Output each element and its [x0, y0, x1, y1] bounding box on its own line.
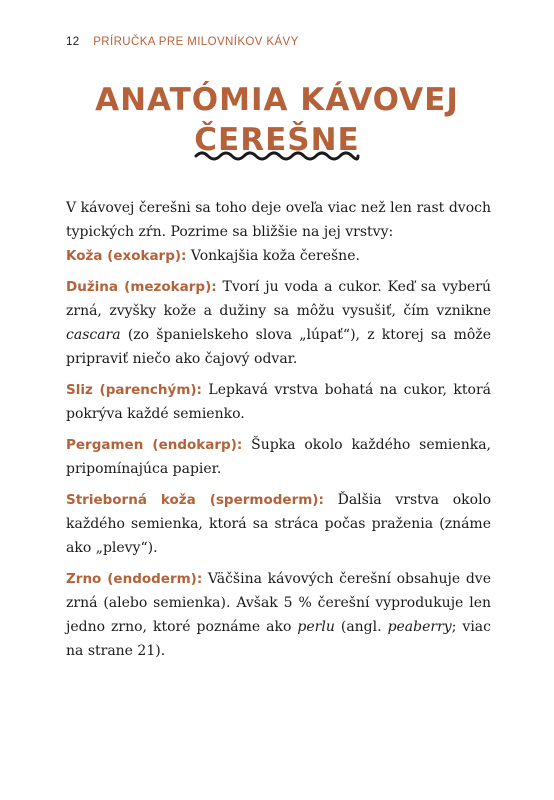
layer-description: Ďalšia vrstva okolo každého semienka, ktorá sa stráca počas praženia (známe ako „plevy“).	[66, 492, 491, 556]
layer-term: Pergamen (endokarp):	[66, 437, 243, 453]
italic-term: cascara	[66, 327, 121, 343]
layer-term: Koža (exokarp):	[66, 248, 187, 264]
body-text	[66, 196, 491, 670]
italic-term: peaberry	[387, 619, 452, 635]
heading-line-2: ČEREŠNE	[194, 122, 360, 158]
layer-term: Sliz (parenchým):	[66, 382, 202, 398]
layer-item	[66, 244, 491, 268]
layer-item	[66, 567, 491, 663]
book-title: PRÍRUČKA PRE MILOVNÍKOV KÁVY	[93, 36, 299, 48]
heading-line-1: ANATÓMIA KÁVOVEJ	[95, 82, 459, 118]
layer-item	[66, 378, 491, 426]
layer-description: Väčšina kávových čerešní obsahuje dve zrná (alebo semienka). Avšak 5 % čerešní vyprodukuje len jedno zrno, ktoré poznáme ako	[66, 571, 491, 635]
layer-description: ; viac na strane 21).	[66, 619, 491, 659]
running-header	[66, 36, 299, 48]
page-number: 12	[66, 36, 80, 48]
layer-description: (angl.	[334, 619, 388, 635]
layer-description: Šupka okolo každého semienka, pripomínajúca papier.	[66, 437, 491, 477]
wavy-divider-icon	[194, 148, 360, 164]
layer-description: Tvorí ju voda a cukor. Keď sa vyberú zrná, zvyšky kože a dužiny sa môžu vysušiť, čím vznikne	[66, 279, 491, 319]
layer-item	[66, 275, 491, 371]
layer-description: Lepkavá vrstva bohatá na cukor, ktorá pokrýva každé semienko.	[66, 382, 491, 422]
intro-paragraph: V kávovej čerešni sa toho deje oveľa viac než len rast dvoch typických zŕn. Pozrime sa bližšie na jej vrstvy:	[66, 200, 491, 240]
layer-term: Dužina (mezokarp):	[66, 279, 217, 295]
layer-item	[66, 488, 491, 560]
layer-term: Strieborná koža (spermoderm):	[66, 492, 324, 508]
italic-term: perlu	[297, 619, 335, 635]
layer-item	[66, 433, 491, 481]
layer-description: (zo španielskeho slova „lúpať“), z ktorej sa môže pripraviť niečo ako čajový odvar.	[66, 327, 491, 367]
layer-term: Zrno (endoderm):	[66, 571, 203, 587]
layer-description: Vonkajšia koža čerešne.	[186, 248, 360, 264]
